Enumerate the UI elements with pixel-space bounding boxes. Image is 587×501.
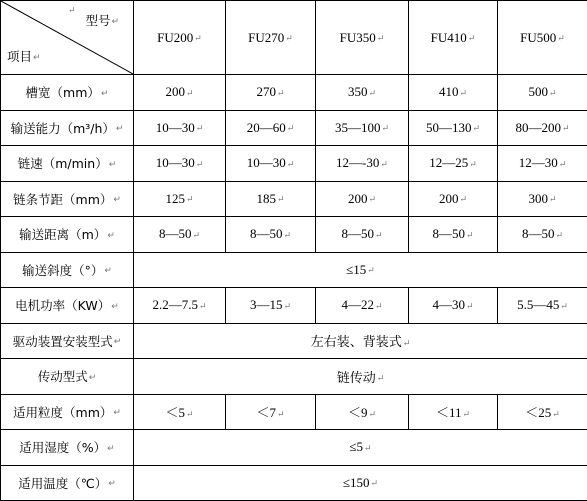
paragraph-mark: ↵ — [469, 158, 477, 169]
value-cell — [316, 75, 409, 111]
value-cell — [226, 75, 316, 111]
row-label: 链速（m/min） — [17, 156, 108, 172]
cell-value: 8—50 — [249, 226, 283, 242]
item-header-label: 项目↵ — [7, 49, 41, 64]
model-name: FU500 — [520, 29, 557, 45]
row-label: 输送斜度（°） — [22, 262, 104, 278]
row-label: 驱动装置安装型式 — [12, 333, 113, 349]
paragraph-mark: ↵ — [368, 87, 377, 98]
paragraph-mark: ↵ — [374, 229, 383, 240]
cell-value: 200 — [438, 190, 459, 206]
row-label-cell — [1, 430, 134, 466]
paragraph-mark: ↵ — [558, 158, 567, 169]
cell-value: 410 — [438, 84, 459, 100]
paragraph-mark: ↵ — [472, 123, 481, 134]
value-cell — [316, 110, 409, 146]
value-cell — [316, 146, 409, 182]
value-cell — [226, 146, 316, 182]
cell-value: 左右装、背装式 — [310, 334, 402, 350]
model-header-cell: FU270↵ — [226, 1, 316, 75]
value-cell — [498, 217, 587, 253]
spec-row — [1, 359, 587, 395]
value-cell — [498, 288, 587, 324]
merged-value-cell — [134, 359, 587, 395]
spec-table-body — [1, 1, 587, 501]
cell-value: 350 — [347, 84, 368, 100]
spec-row — [1, 323, 587, 359]
cell-value: 10—30 — [155, 119, 195, 135]
value-cell — [226, 394, 316, 430]
value-cell — [134, 288, 226, 324]
value-cell — [134, 146, 226, 182]
value-cell — [409, 110, 498, 146]
paragraph-mark: ↵ — [560, 300, 568, 311]
paragraph-mark: ↵ — [104, 266, 112, 277]
value-cell — [134, 217, 226, 253]
model-name: FU350 — [339, 29, 376, 45]
value-cell — [134, 181, 226, 217]
row-label-cell — [1, 359, 134, 395]
paragraph-mark: ↵ — [113, 195, 121, 206]
value-cell — [226, 110, 316, 146]
value-cell — [498, 75, 587, 111]
row-label: 输送能力（m³/h） — [10, 120, 115, 136]
row-label-cell — [1, 75, 134, 111]
cell-value: 5.5—45 — [517, 297, 560, 313]
paragraph-mark: ↵ — [465, 229, 474, 240]
paragraph-mark: ↵ — [370, 478, 379, 489]
cell-value: 20—60 — [246, 119, 286, 135]
row-label-cell — [1, 323, 134, 359]
paragraph-mark: ↵ — [113, 337, 122, 348]
paragraph-mark: ↵ — [380, 158, 388, 169]
paragraph-mark: ↵ — [459, 194, 468, 205]
cell-value: ≤15 — [346, 261, 367, 277]
paragraph-mark: ↵ — [195, 123, 204, 134]
cell-value: 200 — [165, 84, 185, 100]
row-label-cell — [1, 181, 134, 217]
value-cell — [134, 110, 226, 146]
paragraph-mark: ↵ — [402, 337, 411, 348]
value-cell — [226, 217, 316, 253]
cell-value: 8—50 — [341, 226, 374, 242]
value-cell — [409, 75, 498, 111]
value-cell — [498, 181, 587, 217]
paragraph-mark: ↵ — [192, 229, 201, 240]
value-cell — [409, 217, 498, 253]
paragraph-mark: ↵ — [88, 372, 97, 383]
row-label-cell — [1, 217, 134, 253]
header-row — [1, 1, 587, 75]
cell-value: 10—30 — [246, 155, 286, 171]
cell-value: 50—130 — [425, 119, 472, 135]
cell-value: ＜25 — [525, 405, 552, 421]
paragraph-mark: ↵ — [465, 300, 474, 311]
spec-row — [1, 181, 587, 217]
spec-row — [1, 430, 587, 466]
value-cell — [409, 146, 498, 182]
value-cell — [498, 110, 587, 146]
value-cell — [409, 394, 498, 430]
cell-value: 8—50 — [521, 226, 555, 242]
paragraph-mark: ↵ — [367, 265, 375, 276]
paragraph-mark: ↵ — [283, 229, 292, 240]
model-name: FU270 — [248, 29, 285, 45]
paragraph-mark: ↵ — [115, 124, 124, 135]
paragraph-mark: ↵ — [286, 123, 295, 134]
cell-value: 80—200 — [515, 119, 561, 135]
cell-value: ＜9 — [347, 405, 368, 421]
cell-value: 35—100 — [334, 119, 381, 135]
cell-value: 4—30 — [432, 297, 465, 313]
paragraph-mark: ↵ — [107, 443, 115, 454]
value-cell — [316, 217, 409, 253]
paragraph-mark: ↵ — [368, 408, 377, 419]
corner-header-cell — [1, 1, 134, 75]
value-cell — [226, 181, 316, 217]
merged-value-cell — [134, 323, 587, 359]
merged-value-cell — [134, 465, 587, 501]
model-header-cell: FU350↵ — [316, 1, 409, 75]
cell-value: 2.2—7.5 — [152, 297, 198, 313]
model-header-label: 型号↵ — [85, 13, 119, 28]
paragraph-mark: ↵ — [185, 87, 194, 98]
spec-row — [1, 465, 587, 501]
paragraph-mark: ↵ — [376, 373, 385, 384]
cell-value: 链传动 — [336, 369, 376, 385]
cell-value: 4—22 — [341, 297, 374, 313]
merged-value-cell — [134, 430, 587, 466]
value-cell — [498, 394, 587, 430]
paragraph-mark: ↵ — [276, 87, 285, 98]
paragraph-mark: ↵ — [555, 229, 564, 240]
cell-value: 12—30 — [518, 155, 558, 171]
paragraph-mark: ↵ — [185, 194, 194, 205]
row-label: 槽宽（mm） — [25, 85, 100, 101]
value-cell — [409, 288, 498, 324]
paragraph-mark: ↵ — [374, 300, 383, 311]
model-header-cell: FU200↵ — [134, 1, 226, 75]
model-name: FU200 — [157, 29, 194, 45]
spec-row — [1, 146, 587, 182]
cell-value: ＜7 — [256, 405, 276, 421]
value-cell — [498, 146, 587, 182]
paragraph-mark: ↵ — [68, 5, 76, 15]
paragraph-mark: ↵ — [108, 479, 116, 490]
cell-value: 125 — [165, 190, 185, 206]
cell-value: ＜5 — [165, 405, 185, 421]
value-cell — [226, 288, 316, 324]
cell-value: 12—-30 — [336, 155, 380, 171]
paragraph-mark: ↵ — [108, 159, 117, 170]
row-label: 适用粒度（mm） — [13, 404, 113, 420]
model-name: FU410 — [430, 29, 467, 45]
row-label-cell — [1, 394, 134, 430]
paragraph-mark: ↵ — [552, 408, 560, 419]
paragraph-mark: ↵ — [111, 301, 119, 312]
cell-value: ＜11 — [435, 405, 462, 421]
row-label-cell — [1, 252, 134, 288]
paragraph-mark: ↵ — [548, 87, 557, 98]
row-label: 适用温度（℃） — [18, 475, 108, 491]
row-label: 链条节距（mm） — [13, 191, 113, 207]
cell-value: ≤150 — [342, 474, 370, 490]
merged-value-cell — [134, 252, 587, 288]
paragraph-mark: ↵ — [113, 408, 121, 419]
paragraph-mark: ↵ — [185, 408, 194, 419]
value-cell — [316, 181, 409, 217]
cell-value: 8—50 — [158, 226, 192, 242]
paragraph-mark: ↵ — [548, 194, 557, 205]
paragraph-mark: ↵ — [286, 158, 295, 169]
value-cell — [316, 288, 409, 324]
cell-value: 270 — [256, 84, 276, 100]
paragraph-mark: ↵ — [368, 194, 377, 205]
spec-row — [1, 288, 587, 324]
row-label-cell — [1, 146, 134, 182]
paragraph-mark: ↵ — [561, 123, 570, 134]
spec-row — [1, 75, 587, 111]
value-cell — [409, 181, 498, 217]
spec-row — [1, 252, 587, 288]
value-cell — [134, 394, 226, 430]
paragraph-mark: ↵ — [459, 87, 468, 98]
row-label-cell — [1, 110, 134, 146]
paragraph-mark: ↵ — [195, 158, 204, 169]
paragraph-mark: ↵ — [276, 194, 285, 205]
cell-value: 10—30 — [155, 155, 195, 171]
spec-row — [1, 110, 587, 146]
paragraph-mark: ↵ — [107, 230, 115, 241]
paragraph-mark: ↵ — [381, 123, 390, 134]
cell-value: ≤5 — [349, 439, 364, 455]
cell-value: 300 — [528, 190, 548, 206]
spec-row — [1, 394, 587, 430]
row-label-cell — [1, 288, 134, 324]
row-label-cell — [1, 465, 134, 501]
cell-value: 200 — [347, 190, 368, 206]
row-label: 电机功率（KW） — [15, 298, 111, 314]
cell-value: 12—25 — [429, 155, 469, 171]
value-cell — [134, 75, 226, 111]
model-header-cell: FU500↵ — [498, 1, 587, 75]
value-cell — [316, 394, 409, 430]
paragraph-mark: ↵ — [276, 408, 285, 419]
row-label: 传动型式 — [37, 369, 88, 385]
paragraph-mark: ↵ — [198, 300, 207, 311]
paragraph-mark: ↵ — [100, 88, 109, 99]
paragraph-mark: ↵ — [462, 408, 471, 419]
cell-value: 500 — [528, 84, 548, 100]
paragraph-mark: ↵ — [364, 442, 372, 453]
cell-value: 8—50 — [432, 226, 465, 242]
model-header-cell: FU410↵ — [409, 1, 498, 75]
cell-value: 185 — [256, 190, 276, 206]
paragraph-mark: ↵ — [283, 300, 292, 311]
cell-value: 3—15 — [249, 297, 283, 313]
row-label: 适用湿度（%） — [19, 440, 107, 456]
spec-row — [1, 217, 587, 253]
row-label: 输送距离（m） — [19, 227, 107, 243]
